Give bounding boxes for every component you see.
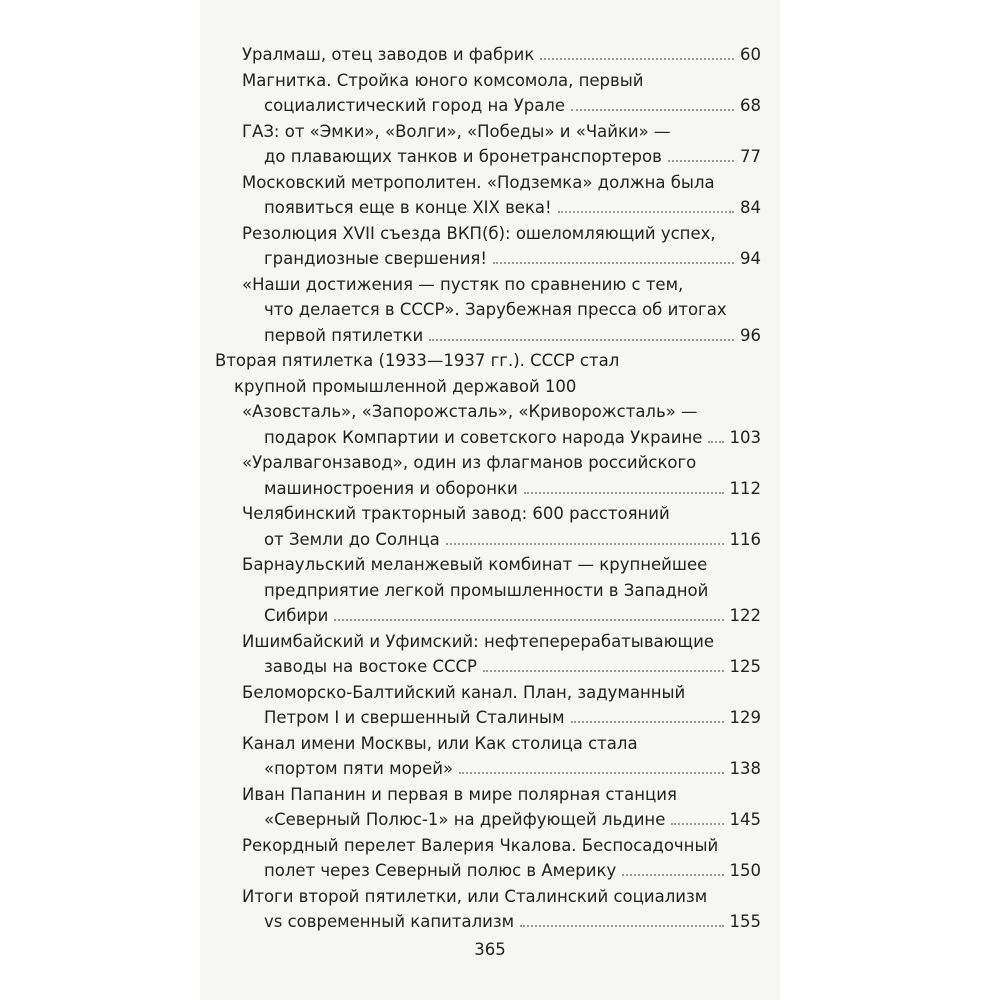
toc-entry	[215, 782, 761, 833]
toc-entry-line	[242, 144, 761, 170]
toc-entry	[215, 833, 761, 884]
toc-entry-line	[242, 93, 761, 119]
toc-page-number: 155	[729, 912, 761, 931]
toc-entry-text: Резолюция XVII съезда ВКП(б): ошеломляющий успех,	[242, 223, 716, 243]
dot-leader	[558, 207, 734, 213]
toc-entry-text: Петром I и свершенный Сталиным	[264, 708, 565, 727]
dot-leader	[671, 819, 723, 825]
toc-entry	[215, 450, 761, 501]
toc-entry	[215, 119, 761, 170]
toc-entry-line	[242, 323, 761, 349]
toc-entry-line	[242, 705, 761, 731]
toc-entry-text: Итоги второй пятилетки, или Сталинский социализм	[242, 886, 708, 906]
toc-entry-line	[242, 297, 761, 323]
dot-leader	[524, 488, 724, 494]
toc-page-number: 129	[729, 708, 761, 727]
table-of-contents	[215, 42, 761, 935]
toc-page-number: 103	[729, 427, 761, 447]
toc-entry-line	[242, 527, 761, 553]
toc-entry-line	[242, 119, 761, 145]
toc-entry	[215, 348, 761, 399]
toc-entry-text: vs современный капитализм	[264, 912, 515, 931]
dot-leader	[571, 717, 724, 723]
toc-entry-text: Ишимбайский и Уфимский: нефтеперерабатывающие	[242, 631, 714, 651]
toc-entry-line	[242, 450, 761, 476]
toc-entry-line	[242, 221, 761, 247]
toc-page-number: 60	[740, 45, 761, 64]
toc-entry-text: Челябинский тракторный завод: 600 расстояний	[242, 504, 670, 523]
toc-entry-line	[242, 731, 761, 757]
toc-entry-line	[242, 884, 761, 910]
toc-entry-text: до плавающих танков и бронетранспортеров	[264, 147, 662, 166]
dot-leader	[520, 921, 723, 927]
toc-entry-text: «Северный Полюс-1» на дрейфующей льдине	[264, 810, 666, 829]
page-number: 365	[474, 940, 506, 959]
toc-entry	[215, 884, 761, 935]
toc-entry-line	[242, 858, 761, 884]
toc-entry	[215, 399, 761, 450]
toc-entry-line	[242, 807, 761, 833]
toc-entry-line	[242, 654, 761, 680]
dot-leader	[668, 156, 734, 162]
toc-page-number: 84	[740, 198, 761, 217]
toc-entry-line	[242, 272, 761, 298]
toc-entry	[215, 680, 761, 731]
toc-entry-line	[242, 603, 761, 629]
toc-entry-line	[242, 399, 761, 425]
toc-entry-line	[242, 170, 761, 196]
toc-entry-text: полет через Северный полюс в Америку	[264, 861, 617, 880]
dot-leader	[429, 335, 734, 341]
toc-page-number: 145	[729, 810, 761, 829]
toc-entry-text: Магнитка. Стройка юного комсомола, первый	[242, 70, 644, 90]
toc-entry-text: предприятие легкой промышленности в Западной	[264, 580, 709, 600]
toc-entry-text: первой пятилетки	[264, 325, 424, 345]
toc-entry-text: машиностроения и оборонки	[264, 478, 518, 498]
toc-page-number: 94	[740, 249, 761, 268]
toc-page-number: 116	[729, 529, 761, 549]
toc-entry	[215, 501, 761, 552]
dot-leader	[446, 539, 724, 545]
toc-entry-text: от Земли до Солнца	[264, 529, 440, 549]
toc-entry	[215, 170, 761, 221]
toc-page-number: 112	[729, 478, 761, 498]
toc-entry-line	[242, 909, 761, 935]
toc-entry-text: Московский метрополитен. «Подземка» должна была	[242, 172, 715, 192]
toc-entry-line	[242, 833, 761, 859]
toc-entry-line	[242, 680, 761, 706]
toc-entry-text: Иван Папанин и первая в мире полярная станция	[242, 784, 677, 804]
toc-entry-line	[242, 501, 761, 527]
toc-entry-line	[242, 246, 761, 272]
toc-entry-text: «Уралвагонзавод», один из флагманов российского	[242, 453, 697, 472]
dot-leader	[483, 666, 723, 672]
toc-entry	[215, 221, 761, 272]
toc-page-number: 150	[729, 861, 761, 880]
dot-leader	[708, 437, 723, 443]
toc-entry-text: что делается в СССР». Зарубежная пресса об итогах	[264, 300, 727, 319]
toc-entry-text: «Наши достижения — пустяк по сравнению с тем,	[242, 274, 684, 294]
toc-page-number: 77	[740, 147, 761, 166]
dot-leader	[459, 768, 723, 774]
toc-entry-text: Вторая пятилетка (1933—1937 гг.). СССР стал	[215, 351, 620, 370]
toc-entry-line	[242, 756, 761, 782]
toc-page-number: 138	[729, 759, 761, 778]
toc-entry-line	[242, 68, 761, 94]
toc-entry-text: Канал имени Москвы, или Как столица стала	[242, 733, 638, 753]
toc-entry-text: Уралмаш, отец заводов и фабрик	[242, 45, 535, 64]
toc-entry	[215, 272, 761, 349]
toc-entry	[215, 42, 761, 68]
toc-entry-text: появиться еще в конце XIX века!	[264, 198, 552, 217]
toc-entry-line	[242, 578, 761, 604]
toc-entry-text: ГАЗ: от «Эмки», «Волги», «Победы» и «Чайки» —	[242, 121, 671, 141]
toc-entry-text: «Азовсталь», «Запорожсталь», «Криворожсталь» —	[242, 402, 698, 421]
toc-entry-text: Рекордный перелет Валерия Чкалова. Беспосадочный	[242, 835, 719, 855]
toc-entry-text: «портом пяти морей»	[264, 759, 454, 778]
toc-page-number: 68	[740, 96, 761, 115]
toc-entry-text: социалистический город на Урале	[264, 96, 566, 115]
toc-entry	[215, 68, 761, 119]
dot-leader	[540, 54, 734, 60]
toc-entry	[215, 629, 761, 680]
toc-page-number: 125	[729, 657, 761, 676]
toc-entry	[215, 731, 761, 782]
toc-page-number: 96	[740, 325, 761, 345]
dot-leader	[493, 258, 734, 264]
toc-page-number: 122	[729, 606, 761, 625]
toc-entry-line	[242, 42, 761, 68]
dot-leader	[622, 870, 723, 876]
toc-entry-line	[242, 425, 761, 451]
toc-entry-line	[242, 552, 761, 578]
toc-entry-line	[242, 629, 761, 655]
toc-entry-line	[242, 195, 761, 221]
toc-entry-text: Сибири	[264, 606, 329, 625]
toc-entry-text: грандиозные свершения!	[264, 249, 487, 268]
toc-entry-text: Беломорско-Балтийский канал. План, задуманный	[242, 682, 686, 702]
dot-leader	[334, 615, 723, 621]
toc-entry-text: заводы на востоке СССР	[264, 657, 478, 676]
dot-leader	[571, 105, 734, 111]
toc-entry-line	[242, 782, 761, 808]
toc-entry-line	[215, 348, 761, 374]
toc-entry-text: крупной промышленной державой 100	[234, 376, 577, 396]
toc-entry-text: подарок Компартии и советского народа Украине	[264, 427, 703, 447]
toc-entry-line	[215, 374, 761, 400]
toc-entry	[215, 552, 761, 629]
toc-entry-text: Барнаульский меланжевый комбинат — крупнейшее	[242, 555, 708, 574]
toc-entry-line	[242, 476, 761, 502]
book-page	[200, 0, 780, 1000]
